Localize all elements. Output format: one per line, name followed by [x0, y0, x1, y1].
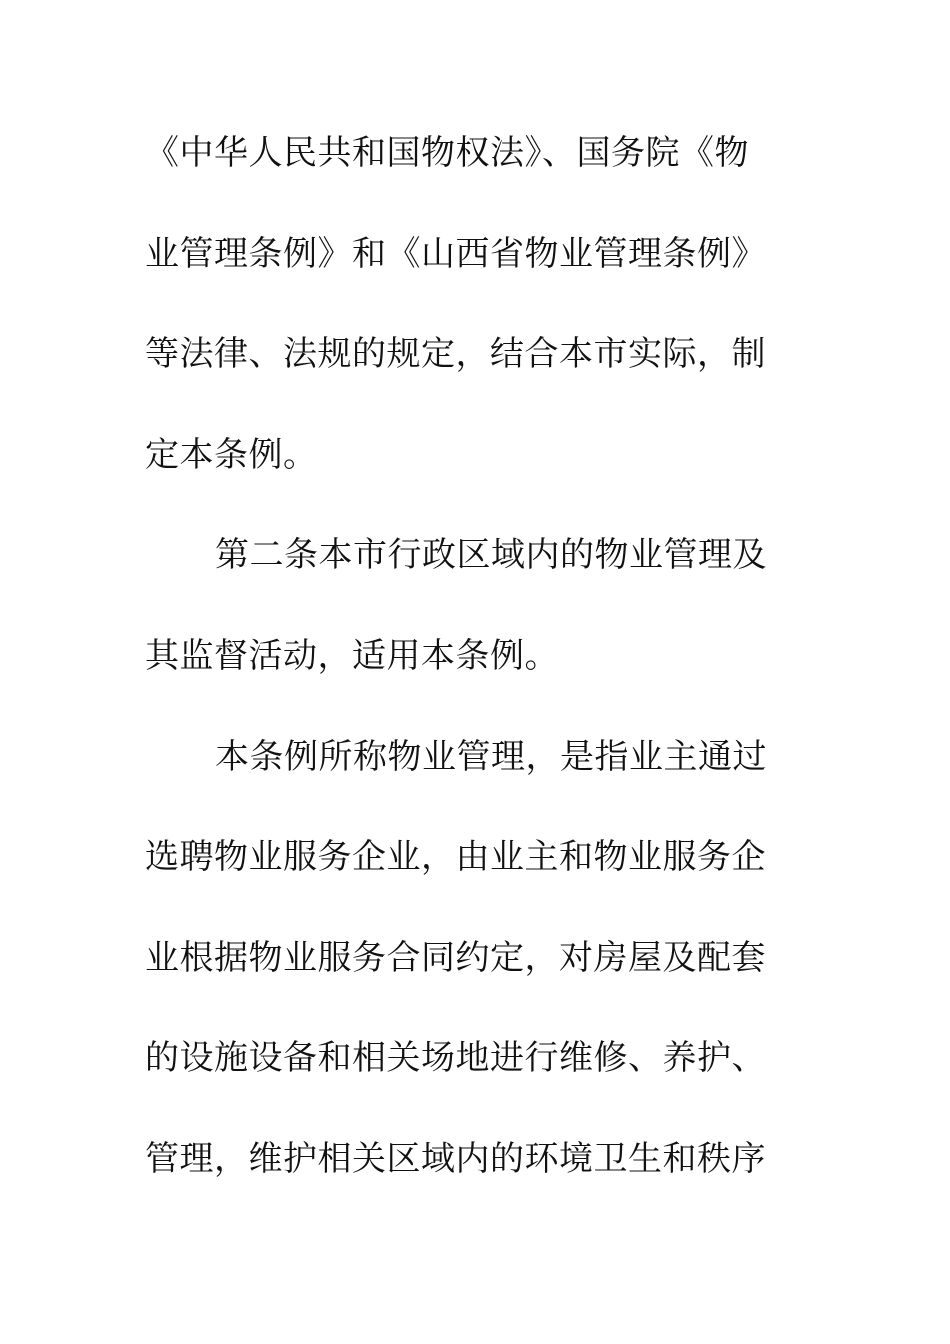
- paragraph-start-line: 本条例所称物业管理，是指业主通过: [215, 736, 767, 777]
- text-line: 业管理条例》和《山西省物业管理条例》: [145, 233, 766, 274]
- text-line: 定本条例。: [145, 434, 318, 475]
- text-line: 《中华人民共和国物权法》、国务院《物: [145, 133, 749, 173]
- text-line: 的设施设备和相关场地进行维修、养护、: [145, 1038, 766, 1079]
- text-line: 选聘物业服务企业，由业主和物业服务企: [145, 837, 766, 878]
- text-line: 等法律、法规的规定，结合本市实际，制: [145, 334, 766, 375]
- text-line: 管理，维护相关区域内的环境卫生和秩序: [145, 1138, 766, 1179]
- document-body: [145, 123, 785, 1230]
- text-line: 业根据物业服务合同约定，对房屋及配套: [145, 937, 766, 978]
- article-heading-line: 第二条本市行政区域内的物业管理及: [215, 535, 767, 576]
- text-line: 其监督活动，适用本条例。: [145, 635, 559, 676]
